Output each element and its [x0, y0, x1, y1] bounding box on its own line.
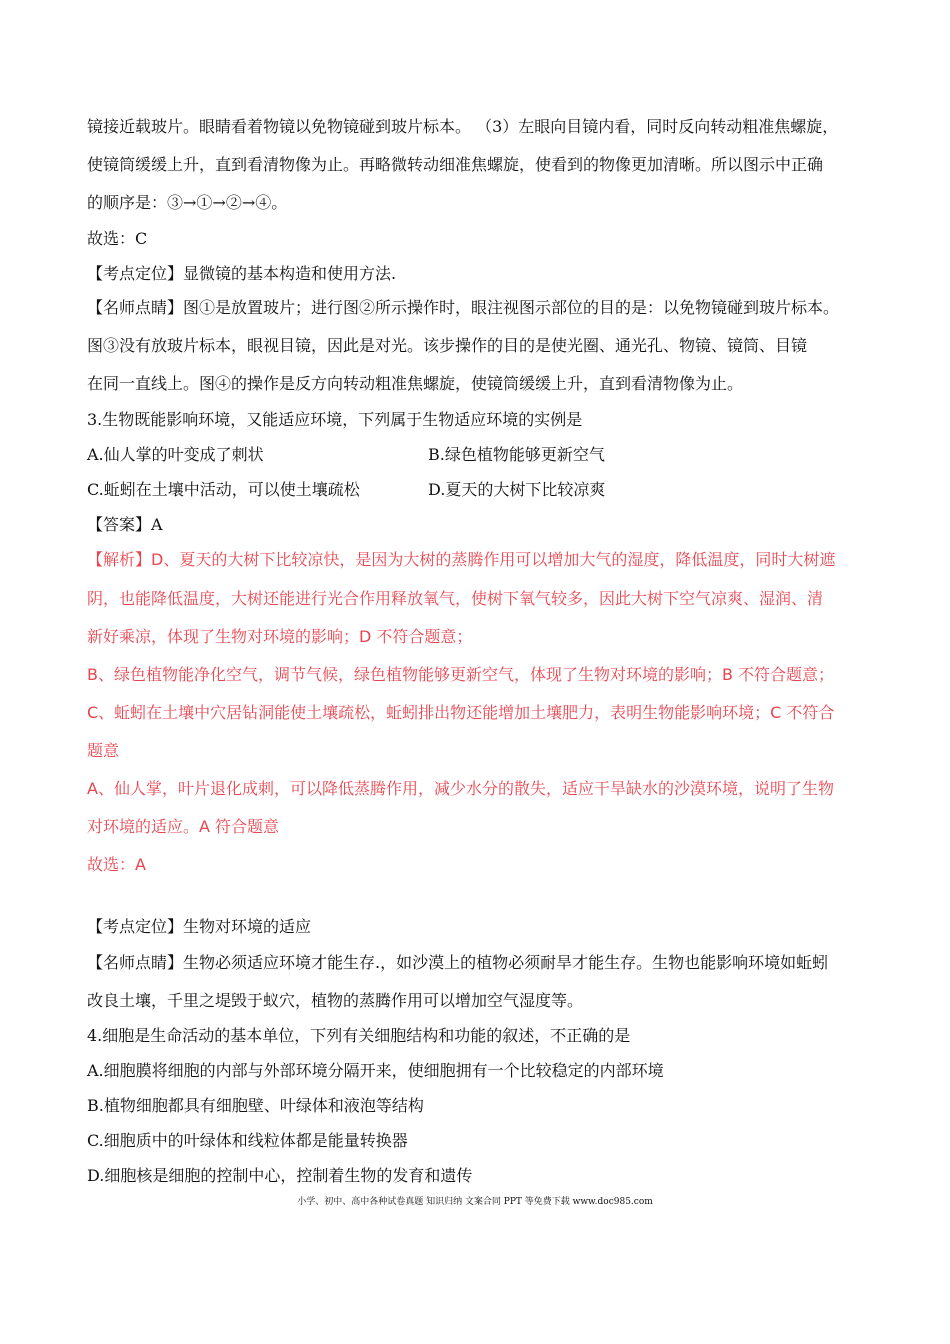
text-line: 图③没有放玻片标本，眼视目镜，因此是对光。该步操作的目的是使光圈、通光孔、物镜、镜筒、目镜 — [87, 336, 808, 355]
question-4-option-c: C.细胞质中的叶绿体和线粒体都是能量转换器 — [87, 1131, 408, 1150]
text-line: 【名师点睛】图①是放置玻片；进行图②所示操作时，眼注视图示部位的目的是：以免物镜碰到玻片标本。 — [87, 298, 840, 317]
question-3-option-b: B.绿色植物能够更新空气 — [428, 445, 605, 464]
question-3-stem: 3.生物既能影响环境，又能适应环境，下列属于生物适应环境的实例是 — [87, 410, 583, 429]
analysis-line: B、绿色植物能净化空气，调节气候，绿色植物能够更新空气，体现了生物对环境的影响；B 不符合题意； — [87, 665, 835, 684]
question-4-option-a: A.细胞膜将细胞的内部与外部环境分隔开来，使细胞拥有一个比较稳定的内部环境 — [87, 1061, 664, 1080]
text-line: 故选：C — [87, 229, 148, 248]
text-line: 镜接近载玻片。眼睛看着物镜以免物镜碰到玻片标本。 （3）左眼向目镜内看，同时反向转动粗准焦螺旋， — [87, 117, 839, 136]
analysis-line: 题意 — [87, 741, 120, 760]
question-4-option-d: D.细胞核是细胞的控制中心，控制着生物的发育和遗传 — [87, 1166, 473, 1185]
page-footer: 小学、初中、高中各种试卷真题 知识归纳 文案合同 PPT 等免费下载 www.doc985.com — [297, 1197, 653, 1207]
question-4-stem: 4.细胞是生命活动的基本单位，下列有关细胞结构和功能的叙述，不正确的是 — [87, 1026, 631, 1045]
analysis-line: 【解析】D、夏天的大树下比较凉快，是因为大树的蒸腾作用可以增加大气的湿度，降低温度，同时大树遮 — [87, 550, 836, 569]
analysis-line: C、蚯蚓在土壤中穴居钻洞能使土壤疏松，蚯蚓排出物还能增加土壤肥力，表明生物能影响环境；C 不符合 — [87, 703, 835, 722]
question-3-dianjing: 【名师点睛】生物必须适应环境才能生存.，如沙漠上的植物必须耐旱才能生存。生物也能影响环境如蚯蚓 — [87, 953, 829, 972]
text-line: 【考点定位】显微镜的基本构造和使用方法. — [87, 264, 397, 283]
analysis-line: A、仙人掌，叶片退化成刺，可以降低蒸腾作用，减少水分的散失，适应干旱缺水的沙漠环境，说明了生物 — [87, 779, 834, 798]
text-line: 使镜筒缓缓上升，直到看清物像为止。再略微转动细准焦螺旋，使看到的物像更加清晰。所以图示中正确 — [87, 155, 824, 174]
question-3-answer: 【答案】A — [87, 515, 163, 534]
question-3-kaodian: 【考点定位】生物对环境的适应 — [87, 917, 312, 936]
question-3-option-d: D.夏天的大树下比较凉爽 — [428, 480, 606, 499]
text-line: 在同一直线上。图④的操作是反方向转动粗准焦螺旋，使镜筒缓缓上升，直到看清物像为止。 — [87, 374, 744, 393]
analysis-line: 故选：A — [87, 855, 146, 874]
question-3-option-a: A.仙人掌的叶变成了刺状 — [87, 445, 264, 464]
analysis-line: 阴，也能降低温度，大树还能进行光合作用释放氧气，使树下氧气较多，因此大树下空气凉爽、湿润、清 — [87, 589, 824, 608]
question-3-dianjing: 改良土壤，千里之堤毁于蚁穴，植物的蒸腾作用可以增加空气湿度等。 — [87, 991, 584, 1010]
question-3-option-c: C.蚯蚓在土壤中活动，可以使土壤疏松 — [87, 480, 360, 499]
analysis-line: 新好乘凉，体现了生物对环境的影响；D 不符合题意； — [87, 627, 473, 646]
text-line: 的顺序是：③→①→②→④。 — [87, 193, 288, 212]
analysis-line: 对环境的适应。A 符合题意 — [87, 817, 280, 836]
question-4-option-b: B.植物细胞都具有细胞壁、叶绿体和液泡等结构 — [87, 1096, 424, 1115]
